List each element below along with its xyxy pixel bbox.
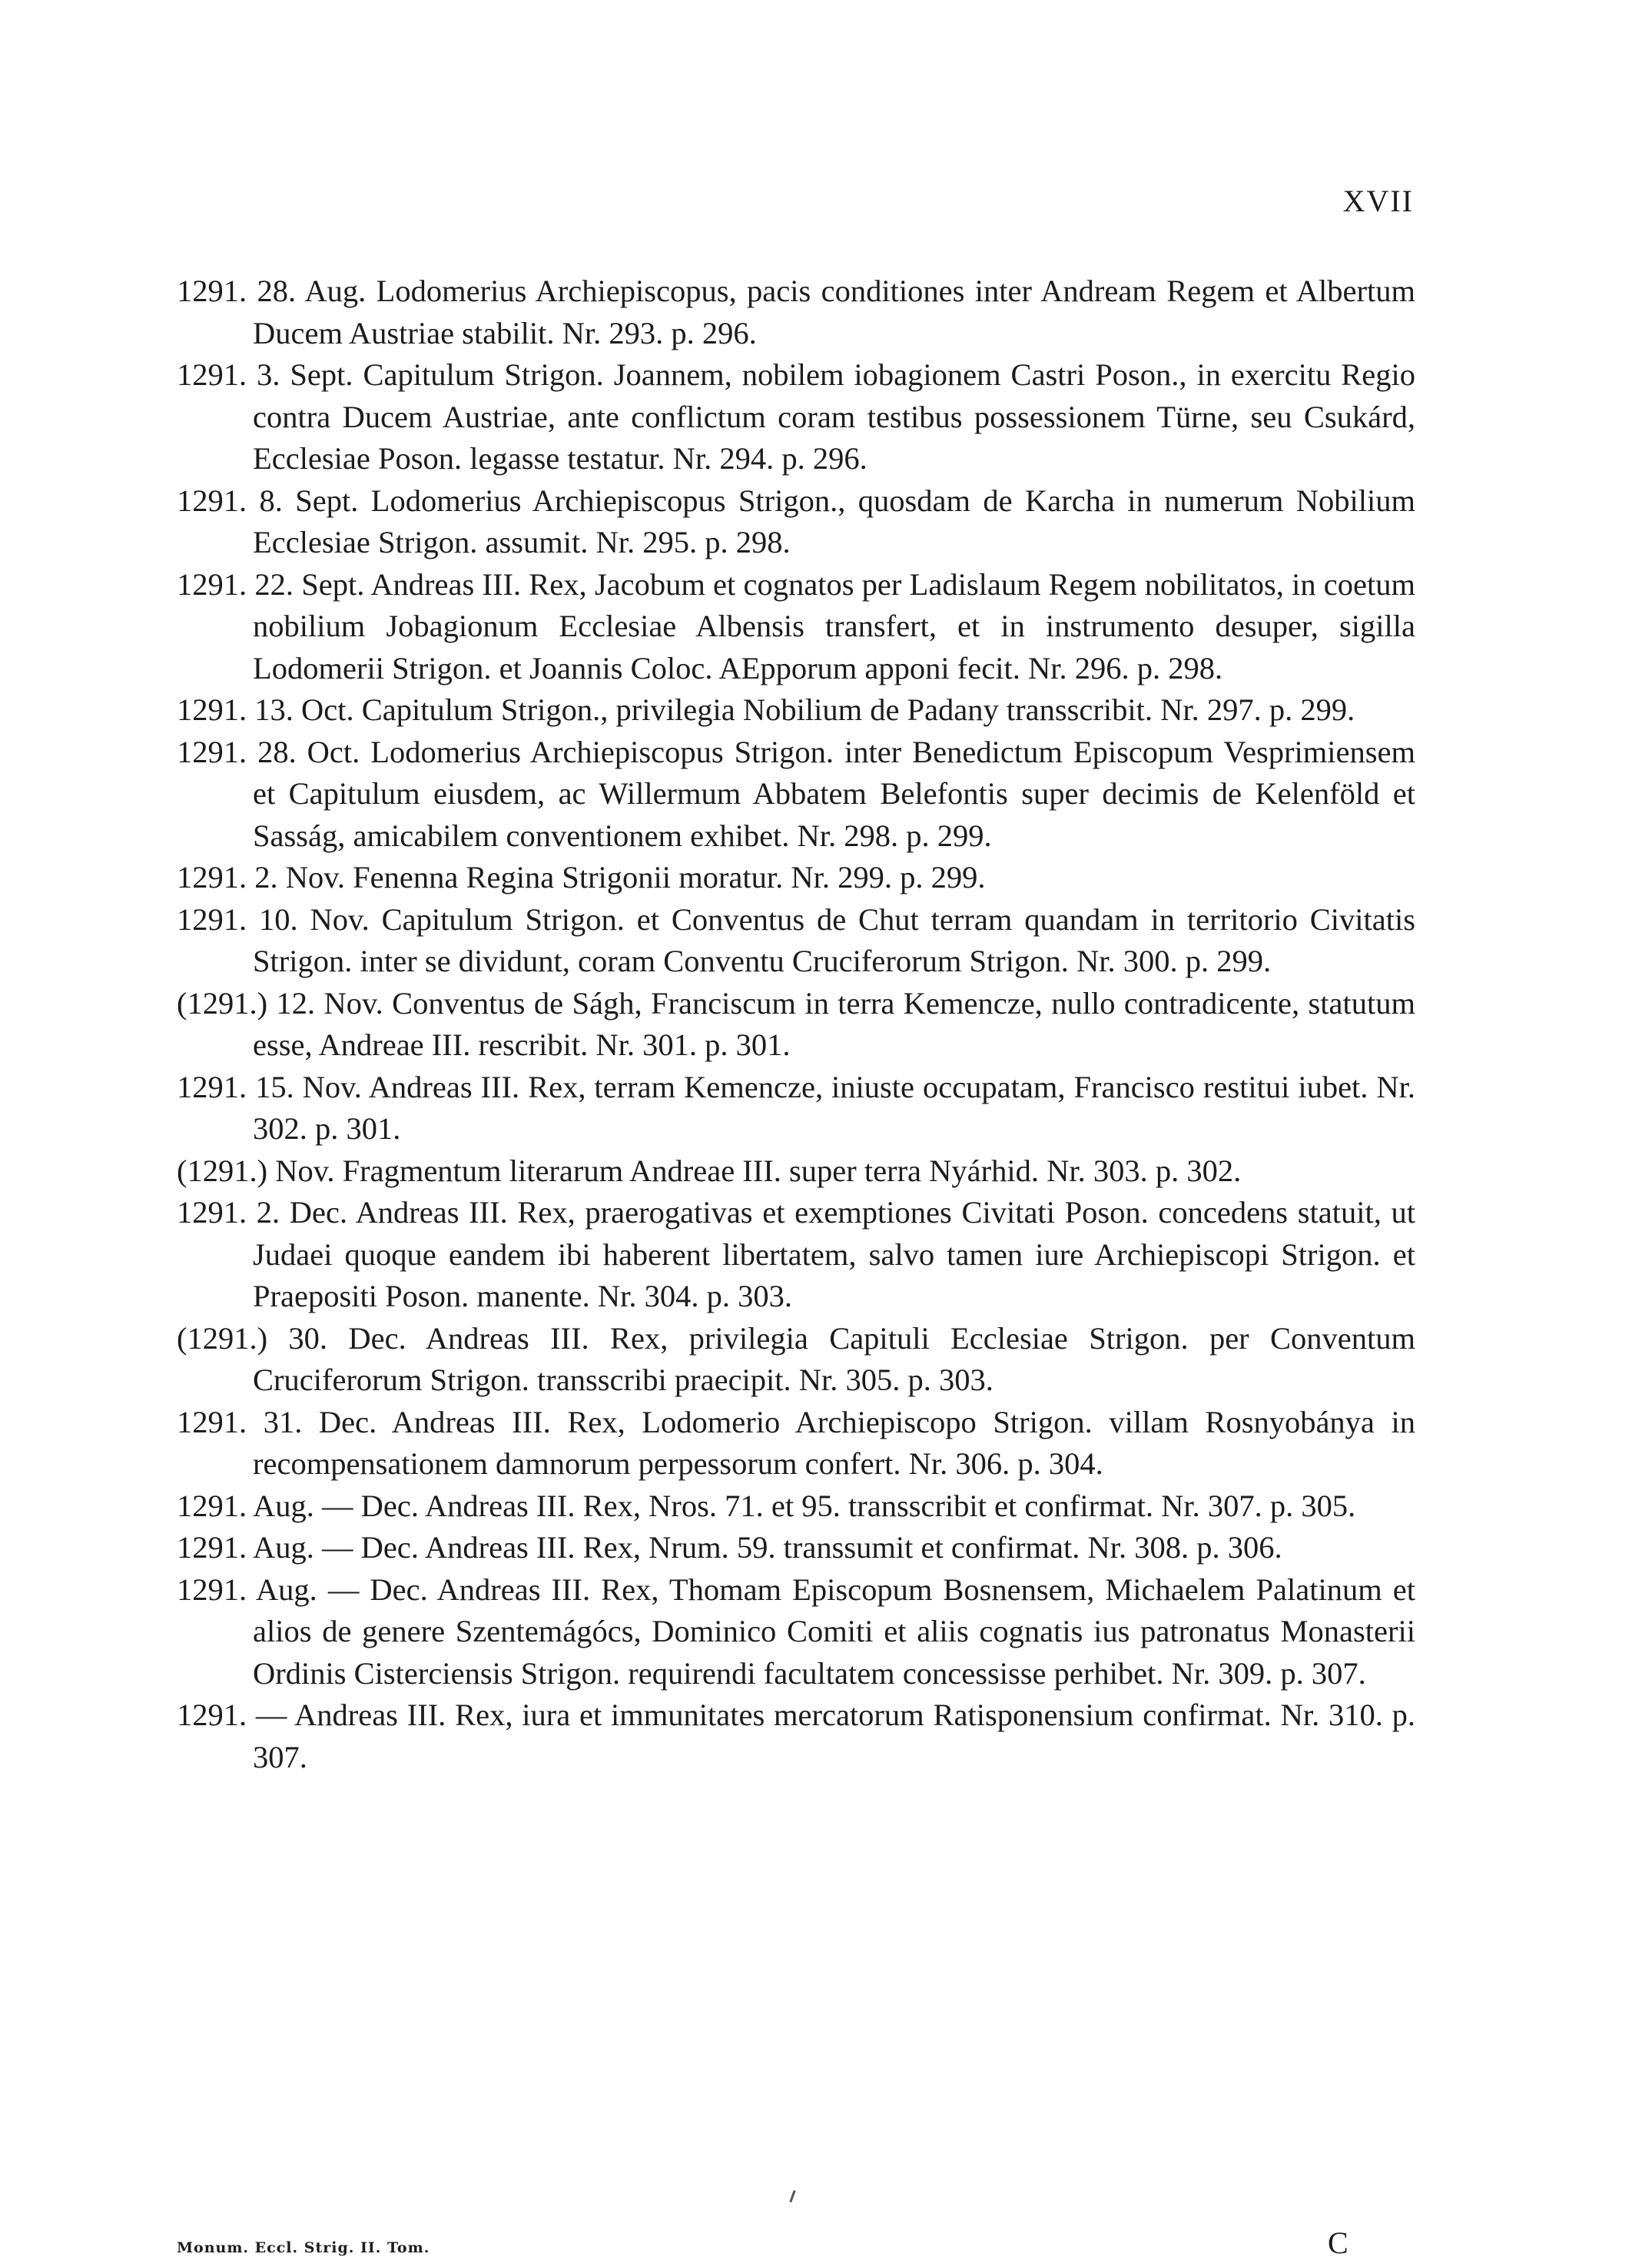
entry-date: 1291. 2. Dec.: [177, 1195, 348, 1230]
list-item: [177, 1569, 1415, 1695]
entry-text: Andreas III. Rex, Thomam Episcopum Bosnensem, Michaelem Palatinum et alios de genere Szentemágócs, Dominico Comiti et aliis cognatis ius patronatus Monasterii Ordinis Cisterciensis Strigon. requirendi facultatem concessisse perhibet. Nr. 309. p. 307.: [253, 1572, 1415, 1691]
entry-text: Lodomerius Archiepiscopus Strigon. inter Benedictum Episcopum Vesprimiensem et Capitulum eiusdem, ac Willermum Abbatem Belefontis super decimis de Kelenföld et Sasság, amicabilem conventionem exhibet. Nr. 298. p. 299.: [253, 734, 1415, 853]
list-item: [177, 1067, 1415, 1150]
entry-text: Fragmentum literarum Andreae III. super terra Nyárhid. Nr. 303. p. 302.: [342, 1153, 1242, 1188]
entry-text: Capitulum Strigon. Joannem, nobilem iobagionem Castri Poson., in exercitu Regio contra Ducem Austriae, ante conflictum coram testibus possessionem Türne, seu Csukárd, Ecclesiae Poson. legasse testatur. Nr. 294. p. 296.: [253, 357, 1415, 476]
entry-text: Capitulum Strigon., privilegia Nobilium de Padany transscribit. Nr. 297. p. 299.: [361, 692, 1355, 727]
list-item: [177, 1527, 1415, 1569]
entry-text: Lodomerius Archiepiscopus Strigon., quosdam de Karcha in numerum Nobilium Ecclesiae Strigon. assumit. Nr. 295. p. 298.: [253, 483, 1415, 559]
entry-text: Andreas III. Rex, terram Kemencze, iniuste occupatam, Francisco restitui iubet. Nr. 302. p. 301.: [253, 1069, 1416, 1146]
entry-date: 1291. —: [177, 1698, 287, 1732]
page-number: XVII: [1342, 184, 1414, 218]
entry-date: (1291.) 30. Dec.: [177, 1320, 406, 1356]
entry-text: Lodomerius Archiepiscopus, pacis conditiones inter Andream Regem et Albertum Ducem Austriae stabilit. Nr. 293. p. 296.: [253, 274, 1416, 350]
entry-list: [177, 271, 1415, 1778]
entry-date: 1291. 13. Oct.: [177, 692, 354, 727]
entry-date: 1291. 15. Nov.: [177, 1069, 362, 1104]
list-item: [177, 689, 1415, 732]
list-item: [177, 354, 1415, 480]
list-item: [177, 899, 1415, 983]
entry-text: Andreas III. Rex, Nrum. 59. transsumit et confirmat. Nr. 308. p. 306.: [424, 1530, 1282, 1565]
list-item: [177, 1192, 1415, 1318]
list-item: [177, 1694, 1415, 1778]
entry-text: Andreas III. Rex, Nros. 71. et 95. transscribit et confirmat. Nr. 307. p. 305.: [424, 1488, 1356, 1523]
entry-date: 1291. 10. Nov.: [177, 901, 370, 937]
entry-text: Andreas III. Rex, praerogativas et exemptiones Civitati Poson. concedens statuit, ut Judaei quoque eandem ibi haberent libertatem, salvo tamen iure Archiepiscopi Strigon. et Praepositi Poson. manente. Nr. 304. p. 303.: [253, 1195, 1415, 1313]
entry-date: (1291.) Nov.: [177, 1153, 335, 1188]
entry-text: Fenenna Regina Strigonii moratur. Nr. 299. p. 299.: [353, 860, 986, 895]
list-item: [177, 1402, 1415, 1485]
entry-date: 1291. 22. Sept.: [177, 566, 365, 602]
entry-date: 1291. 31. Dec.: [177, 1404, 377, 1439]
list-item: [177, 1318, 1415, 1402]
entry-text: Andreas III. Rex, iura et immunitates mercatorum Ratisponensium confirmat. Nr. 310. p. 307.: [253, 1698, 1416, 1774]
entry-text: Andreas III. Rex, Jacobum et cognatos per Ladislaum Regem nobilitatos, in coetum nobilium Jobagionum Ecclesiae Albensis transfert, et in instrumento desuper, sigilla Lodomerii Strigon. et Joannis Coloc. AEpporum apponi fecit. Nr. 296. p. 298.: [253, 566, 1415, 685]
entry-text: Andreas III. Rex, Lodomerio Archiepiscopo Strigon. villam Rosnyobánya in recompensationem damnorum perpessorum confert. Nr. 306. p. 304.: [253, 1404, 1416, 1481]
entry-date: 1291. Aug. — Dec.: [177, 1488, 419, 1523]
list-item: [177, 480, 1415, 564]
list-item: [177, 1485, 1415, 1528]
entry-date: 1291. 2. Nov.: [177, 860, 345, 895]
list-item: [177, 857, 1415, 899]
entry-text: Andreas III. Rex, privilegia Capituli Ecclesiae Strigon. per Conventum Cruciferorum Strigon. transscribi praecipit. Nr. 305. p. 303.: [253, 1320, 1415, 1397]
entry-date: 1291. 3. Sept.: [177, 357, 353, 392]
signature-letter: C: [1328, 2226, 1348, 2260]
list-item: [177, 271, 1415, 354]
list-item: [177, 1150, 1415, 1193]
footer-signature: Monum. Eccl. Strig. II. Tom.: [177, 2239, 430, 2256]
entry-date: 1291. 28. Aug.: [177, 274, 367, 308]
entry-date: 1291. Aug. — Dec.: [177, 1530, 419, 1565]
entry-date: 1291. 8. Sept.: [177, 483, 359, 518]
ink-speck: [789, 2190, 795, 2202]
list-item: [177, 983, 1415, 1067]
entry-date: 1291. Aug. — Dec.: [177, 1572, 428, 1607]
list-item: [177, 732, 1415, 858]
entry-date: 1291. 28. Oct.: [177, 734, 360, 769]
entry-text: Capitulum Strigon. et Conventus de Chut terram quandam in territorio Civitatis Strigon. inter se dividunt, coram Conventu Cruciferorum Strigon. Nr. 300. p. 299.: [253, 901, 1416, 978]
entry-text: Conventus de Ságh, Franciscum in terra Kemencze, nullo contradicente, statutum esse, Andreae III. rescribit. Nr. 301. p. 301.: [253, 985, 1415, 1062]
entry-date: (1291.) 12. Nov.: [177, 985, 383, 1021]
list-item: [177, 564, 1415, 690]
